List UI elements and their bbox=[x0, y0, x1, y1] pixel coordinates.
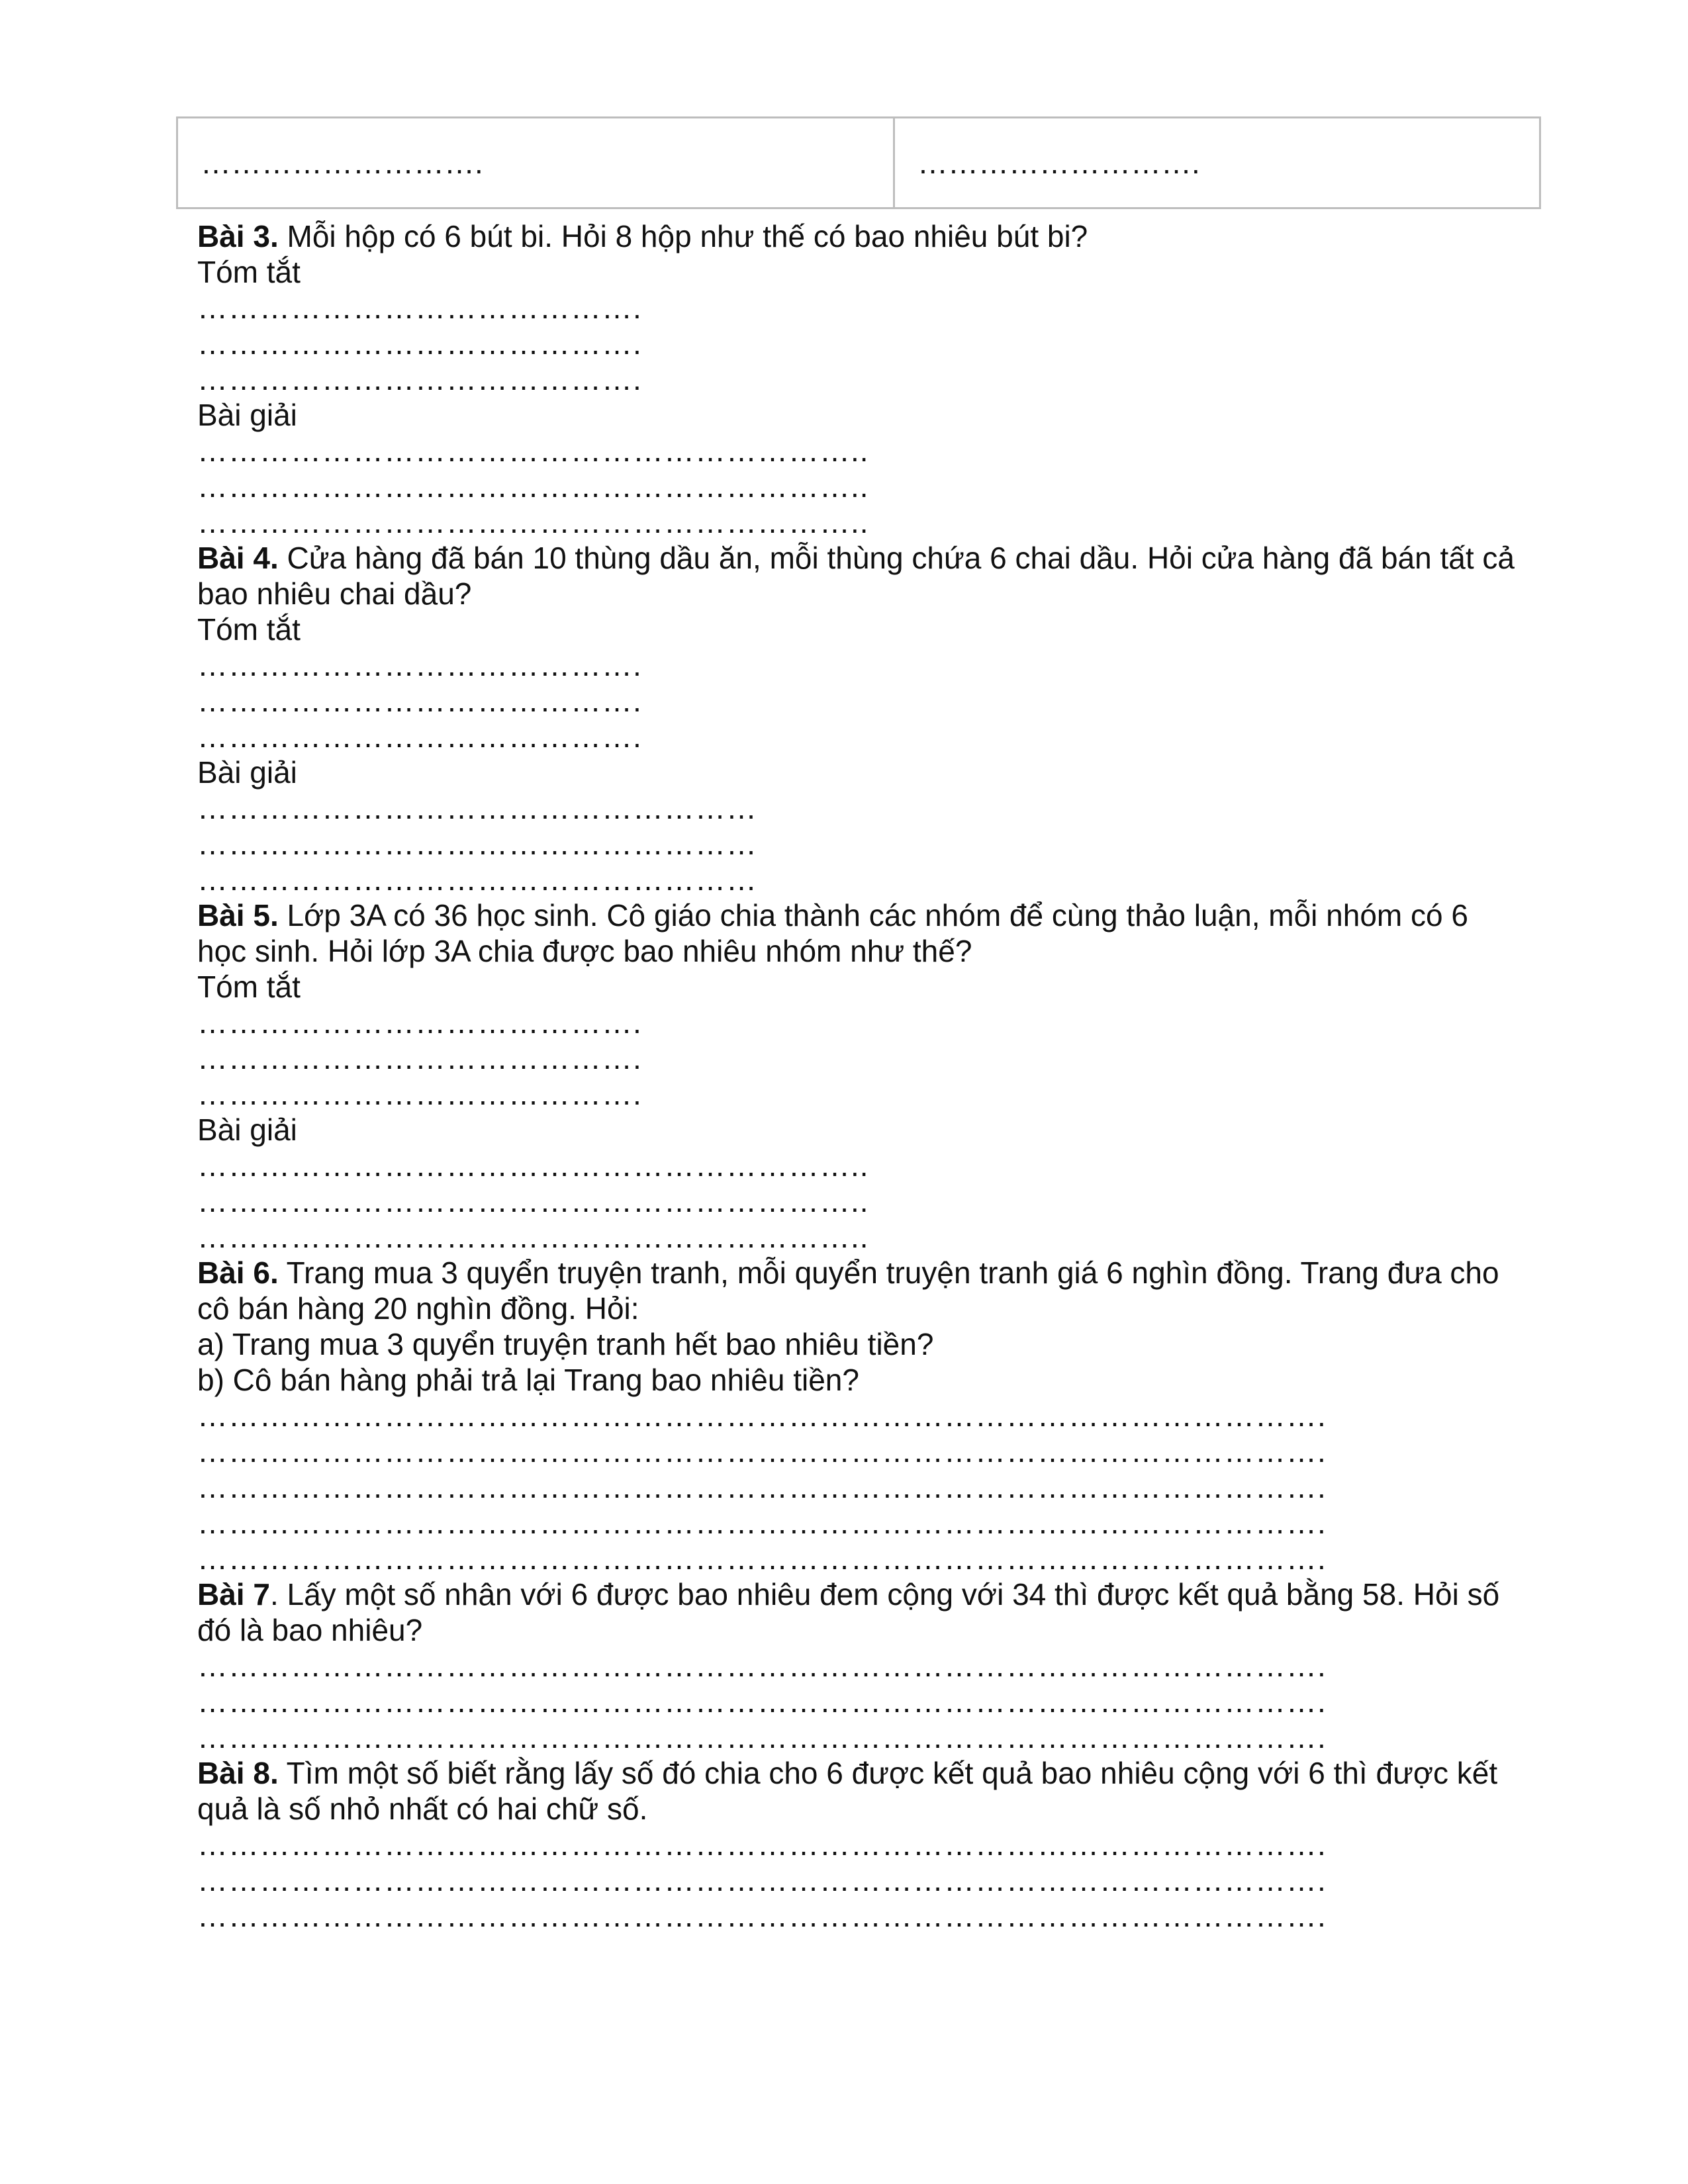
answer-line: ………………………………………………………………………………………………. bbox=[197, 1541, 1327, 1576]
exercise-8-text: Tìm một số biết rằng lấy số đó chia cho 6 được kết quả bao nhiêu cộng với 6 thì được kết quả là số nhỏ nhất có hai chữ số. bbox=[197, 1756, 1498, 1826]
table-row bbox=[177, 118, 1540, 208]
answer-table bbox=[176, 116, 1541, 209]
answer-line: ……………………………………. bbox=[197, 1005, 642, 1040]
answer-line: ……………………………………………………….. bbox=[197, 505, 869, 539]
answer-line: ……………………………………. bbox=[197, 326, 642, 361]
exercise-5-solution-heading: Bài giải bbox=[197, 1113, 297, 1147]
answer-line: ……………………………………………………….. bbox=[197, 1148, 869, 1183]
answer-line: ……………………………………………………….. bbox=[197, 1184, 869, 1218]
answer-line: ………………………………………………………………………………………………. bbox=[197, 1434, 1327, 1469]
exercise-4-summary-heading: Tóm tắt bbox=[197, 612, 301, 647]
exercise-7-text: . Lấy một số nhân với 6 được bao nhiêu đem cộng với 34 thì được kết quả bằng 58. Hỏi số đó là bao nhiêu? bbox=[197, 1577, 1500, 1647]
exercise-6-question bbox=[197, 1255, 1521, 1326]
exercise-5-question bbox=[197, 897, 1521, 969]
answer-line: ……………………………………………………….. bbox=[197, 469, 869, 504]
exercise-4-label: Bài 4. bbox=[197, 541, 279, 575]
table-cell-right: ………………………. bbox=[894, 118, 1540, 208]
answer-line: ………………………………………………………………………………………………. bbox=[197, 1649, 1327, 1683]
exercise-4-text: Cửa hàng đã bán 10 thùng dầu ăn, mỗi thùng chứa 6 chai dầu. Hỏi cửa hàng đã bán tất cả bao nhiêu chai dầu? bbox=[197, 541, 1515, 611]
exercise-3-label: Bài 3. bbox=[197, 219, 279, 253]
answer-line: ……………………………………. bbox=[197, 291, 642, 325]
exercise-3-summary-heading: Tóm tắt bbox=[197, 255, 301, 289]
exercise-6-label: Bài 6. bbox=[197, 1255, 279, 1290]
answer-line: ……………………………………………… bbox=[197, 862, 757, 897]
answer-line: ……………………………………………… bbox=[197, 791, 757, 825]
answer-line: ………………………………………………………………………………………………. bbox=[197, 1863, 1327, 1897]
answer-line: ……………………………………………… bbox=[197, 827, 757, 861]
answer-line: ………………………………………………………………………………………………. bbox=[197, 1827, 1327, 1862]
exercise-5-label: Bài 5. bbox=[197, 898, 279, 933]
exercise-3-text: Mỗi hộp có 6 bút bi. Hỏi 8 hộp như thế có bao nhiêu bút bi? bbox=[278, 219, 1088, 253]
answer-line: ……………………………………. bbox=[197, 1041, 642, 1075]
exercise-3-solution-heading: Bài giải bbox=[197, 398, 297, 432]
exercise-8-question bbox=[197, 1755, 1521, 1827]
answer-line: ………………………………………………………………………………………………. bbox=[197, 1899, 1327, 1933]
answer-line: ……………………………………………………….. bbox=[197, 433, 869, 468]
answer-line: ………………………………………………………………………………………………. bbox=[197, 1398, 1327, 1433]
exercise-7-question bbox=[197, 1576, 1521, 1648]
answer-line: ……………………………………. bbox=[197, 648, 642, 682]
exercise-4-solution-heading: Bài giải bbox=[197, 755, 297, 790]
answer-line: ………………………………………………………………………………………………. bbox=[197, 1684, 1327, 1719]
answer-line: ……………………………………. bbox=[197, 719, 642, 754]
exercise-6-part-b: b) Cô bán hàng phải trả lại Trang bao nhiêu tiền? bbox=[197, 1363, 859, 1397]
answer-line: ………………………………………………………………………………………………. bbox=[197, 1470, 1327, 1504]
exercise-5-summary-heading: Tóm tắt bbox=[197, 970, 301, 1004]
exercise-6-text: Trang mua 3 quyển truyện tranh, mỗi quyển truyện tranh giá 6 nghìn đồng. Trang đưa cho cô bán hàng 20 nghìn đồng. Hỏi: bbox=[197, 1255, 1499, 1326]
answer-line: ………………………………………………………………………………………………. bbox=[197, 1720, 1327, 1754]
exercise-6-part-a: a) Trang mua 3 quyển truyện tranh hết bao nhiêu tiền? bbox=[197, 1327, 934, 1361]
table-cell-left: ………………………. bbox=[177, 118, 894, 208]
answer-line: ……………………………………. bbox=[197, 1077, 642, 1111]
exercise-5-text: Lớp 3A có 36 học sinh. Cô giáo chia thành các nhóm để cùng thảo luận, mỗi nhóm có 6 học sinh. Hỏi lớp 3A chia được bao nhiêu nhóm như thế? bbox=[197, 898, 1468, 968]
exercise-7-label: Bài 7 bbox=[197, 1577, 270, 1612]
exercise-8-label: Bài 8. bbox=[197, 1756, 279, 1790]
exercise-4-question bbox=[197, 540, 1521, 612]
answer-line: ……………………………………. bbox=[197, 684, 642, 718]
answer-line: ………………………………………………………………………………………………. bbox=[197, 1506, 1327, 1540]
exercise-3-question bbox=[197, 218, 1521, 254]
answer-line: ……………………………………………………….. bbox=[197, 1220, 869, 1254]
answer-line: ……………………………………. bbox=[197, 362, 642, 396]
worksheet-page bbox=[197, 116, 1561, 1934]
